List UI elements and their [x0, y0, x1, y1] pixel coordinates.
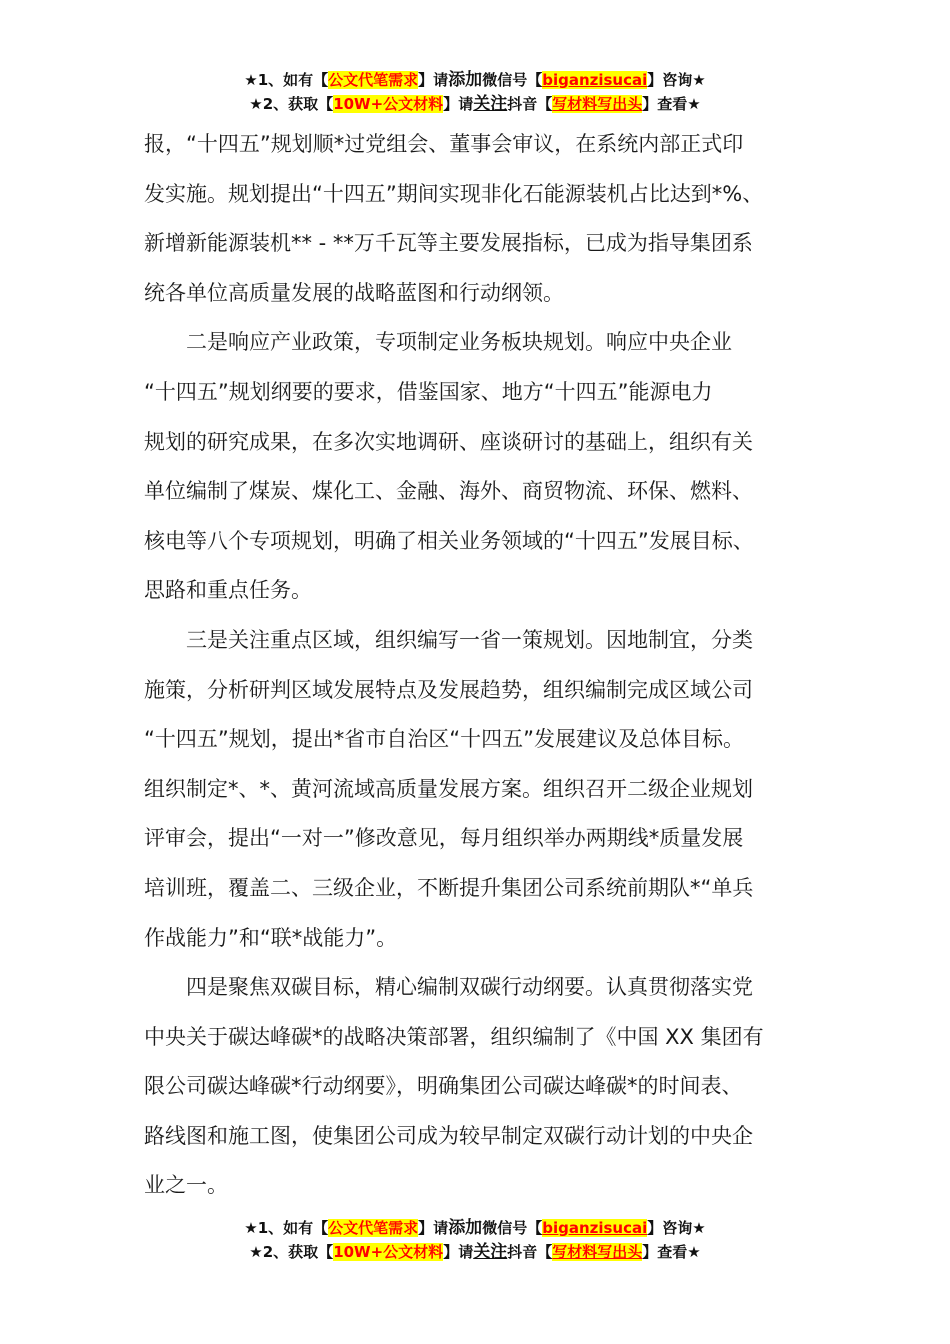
text-line: 新增新能源装机** - **万千瓦等主要发展指标，已成为指导集团系 — [144, 231, 753, 256]
banner-line-1 — [0, 1216, 950, 1240]
text-line: 中央关于碳达峰碳*的战略决策部署，组织编制了《中国 XX 集团有 — [144, 1024, 764, 1049]
text-line: 四是聚焦双碳目标，精心编制双碳行动纲要。认真贯彻落实党 — [144, 975, 753, 1000]
highlight-materials: 10W+公文材料 — [333, 95, 444, 113]
text-line: 路线图和施工图，使集团公司成为较早制定双碳行动计划的中央企 — [144, 1123, 753, 1148]
text-line: 规划的研究成果，在多次实地调研、座谈研讨的基础上，组织有关 — [144, 429, 753, 454]
highlight-douyin-account: 写材料写出头 — [552, 95, 643, 113]
banner-line-2 — [0, 92, 950, 116]
text-line: 发实施。规划提出“十四五”期间实现非化石能源装机占比达到*%、 — [144, 181, 764, 206]
text-line: 组织制定*、*、黄河流域高质量发展方案。组织召开二级企业规划 — [144, 776, 753, 801]
banner-emphasis: 关注 — [473, 1242, 508, 1262]
text-line: “十四五”规划，提出*省市自治区“十四五”发展建议及总体目标。 — [144, 727, 745, 752]
text-line: 思路和重点任务。 — [144, 578, 312, 603]
banner-emphasis: 添加 — [448, 70, 483, 90]
document-body — [144, 120, 820, 1211]
header-banner — [0, 68, 950, 116]
text-line: 作战能力”和“联*战能力”。 — [144, 925, 398, 950]
banner-text: 微信号【 — [482, 1219, 543, 1237]
banner-text: 】请 — [418, 1219, 449, 1237]
text-line: “十四五”规划纲要的要求，借鉴国家、地方“十四五”能源电力 — [144, 379, 713, 404]
banner-text: 】查看★ — [642, 1243, 701, 1261]
banner-text: 】查看★ — [642, 95, 701, 113]
banner-text: 】咨询★ — [647, 1219, 706, 1237]
highlight-service: 公文代笔需求 — [328, 1219, 419, 1237]
banner-emphasis: 添加 — [448, 1218, 483, 1238]
banner-line-2 — [0, 1240, 950, 1264]
banner-text: 抖音【 — [507, 1243, 553, 1261]
banner-text: ★2、获取【 — [249, 1243, 334, 1261]
text-line: 限公司碳达峰碳*行动纲要》，明确集团公司碳达峰碳*的时间表、 — [144, 1074, 743, 1099]
banner-text: 】请 — [443, 95, 474, 113]
text-line: 核电等八个专项规划，明确了相关业务领域的“十四五”发展目标、 — [144, 528, 754, 553]
text-line: 单位编制了煤炭、煤化工、金融、海外、商贸物流、环保、燃料、 — [144, 479, 753, 504]
banner-text: 】咨询★ — [647, 71, 706, 89]
text-line: 报，“十四五”规划顺*过党组会、董事会审议，在系统内部正式印 — [144, 132, 744, 156]
highlight-douyin-account: 写材料写出头 — [552, 1243, 643, 1261]
text-line: 二是响应产业政策，专项制定业务板块规划。响应中央企业 — [144, 330, 732, 355]
text-line: 三是关注重点区域，组织编写一省一策规划。因地制宜，分类 — [144, 627, 753, 652]
banner-text: 】请 — [418, 71, 449, 89]
highlight-materials: 10W+公文材料 — [333, 1243, 444, 1261]
banner-emphasis: 关注 — [473, 94, 508, 114]
text-line: 评审会，提出“一对一”修改意见，每月组织举办两期线*质量发展 — [144, 826, 744, 851]
banner-text: 微信号【 — [482, 71, 543, 89]
text-line: 培训班，覆盖二、三级企业，不断提升集团公司系统前期队*“单兵 — [144, 875, 754, 900]
banner-text: ★2、获取【 — [249, 95, 334, 113]
banner-text: 抖音【 — [507, 95, 553, 113]
footer-banner — [0, 1216, 950, 1264]
banner-text: ★1、如有【 — [244, 1219, 329, 1237]
banner-text: 】请 — [443, 1243, 474, 1261]
text-line: 统各单位高质量发展的战略蓝图和行动纲领。 — [144, 280, 564, 305]
highlight-wechat-id: biganzisucai — [542, 1219, 648, 1237]
text-line: 施策，分析研判区域发展特点及发展趋势，组织编制完成区域公司 — [144, 677, 753, 702]
banner-text: ★1、如有【 — [244, 71, 329, 89]
banner-line-1 — [0, 68, 950, 92]
highlight-wechat-id: biganzisucai — [542, 71, 648, 89]
highlight-service: 公文代笔需求 — [328, 71, 419, 89]
text-line: 业之一。 — [144, 1173, 228, 1198]
